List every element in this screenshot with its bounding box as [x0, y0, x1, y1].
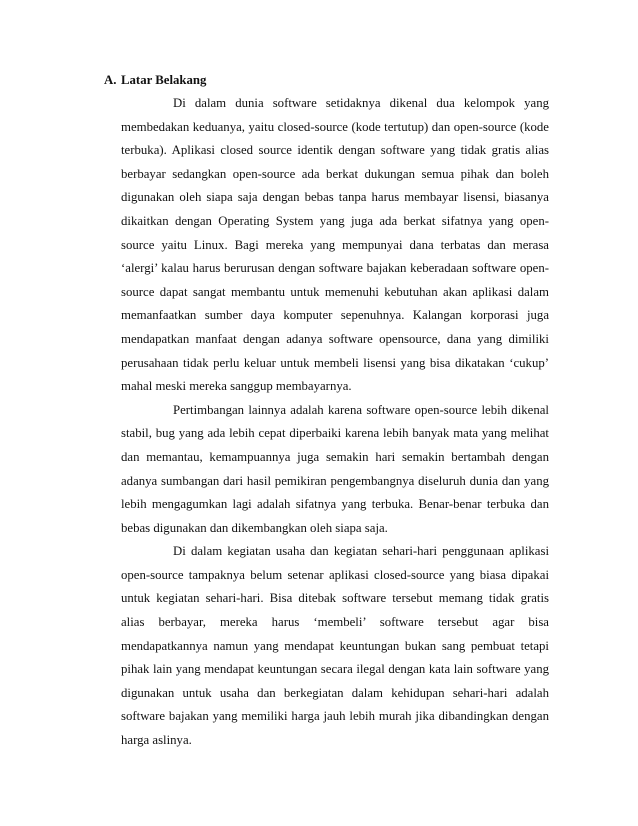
paragraph: Pertimbangan lainnya adalah karena software open-source lebih dikenal stabil, bug yang ada lebih cepat diperbaiki karena lebih banyak mata yang melihat dan memantau, kemampuannya juga semakin hari semakin bertambah dengan adanya sumbangan dari hasil pemikiran pengembangnya diseluruh dunia dan yang lebih mengagumkan lagi adalah sifatnya yang terbuka. Benar-benar terbuka dan bebas digunakan dan dikembangkan oleh siapa saja. — [121, 402, 549, 535]
paragraph: Di dalam kegiatan usaha dan kegiatan sehari-hari penggunaan aplikasi open-source tampaknya belum setenar aplikasi closed-source yang biasa dipakai untuk kegiatan sehari-hari. Bisa ditebak software tersebut memang tidak gratis alias berbayar, mereka harus ‘membeli’ software tersebut agar bisa mendapatkannya namun yang mendapat keuntungan bukan sang pembuat tetapi pihak lain yang mendapat keuntungan secara ilegal dengan kata lain software yang digunakan untuk usaha dan berkegiatan dalam kehidupan sehari-hari adalah software bajakan yang memiliki harga jauh lebih murah jika dibandingkan dengan harga aslinya. — [121, 544, 549, 748]
section-title: Latar Belakang — [121, 73, 207, 87]
paragraph: Di dalam dunia software setidaknya dikenal dua kelompok yang membedakan keduanya, yaitu closed-source (kode tertutup) dan open-source (kode terbuka). Aplikasi closed source identik dengan software yang tidak gratis alias berbayar sedangkan open-source ada berkat dukungan semua pihak dan boleh digunakan oleh siapa saja dengan bebas tanpa harus membayar lisensi, biasanya dikaitkan dengan Operating System yang juga ada berkat sifatnya yang open-source yaitu Linux. Bagi mereka yang mempunyai dana terbatas dan merasa ‘alergi’ kalau harus berurusan dengan software bajakan keberadaan software open-source dapat sangat membantu untuk memenuhi kebutuhan akan aplikasi dalam memanfaatkan sumber daya komputer sepenuhnya. Kalangan korporasi juga mendapatkan manfaat dengan adanya software opensource, dana yang dimiliki perusahaan tidak perlu keluar untuk membeli lisensi yang bisa dikatakan ‘cukup’ mahal meski mereka sanggup membayarnya. — [121, 96, 549, 394]
section-letter: A. — [104, 73, 117, 87]
section-body — [121, 92, 549, 753]
section-heading — [104, 71, 206, 89]
